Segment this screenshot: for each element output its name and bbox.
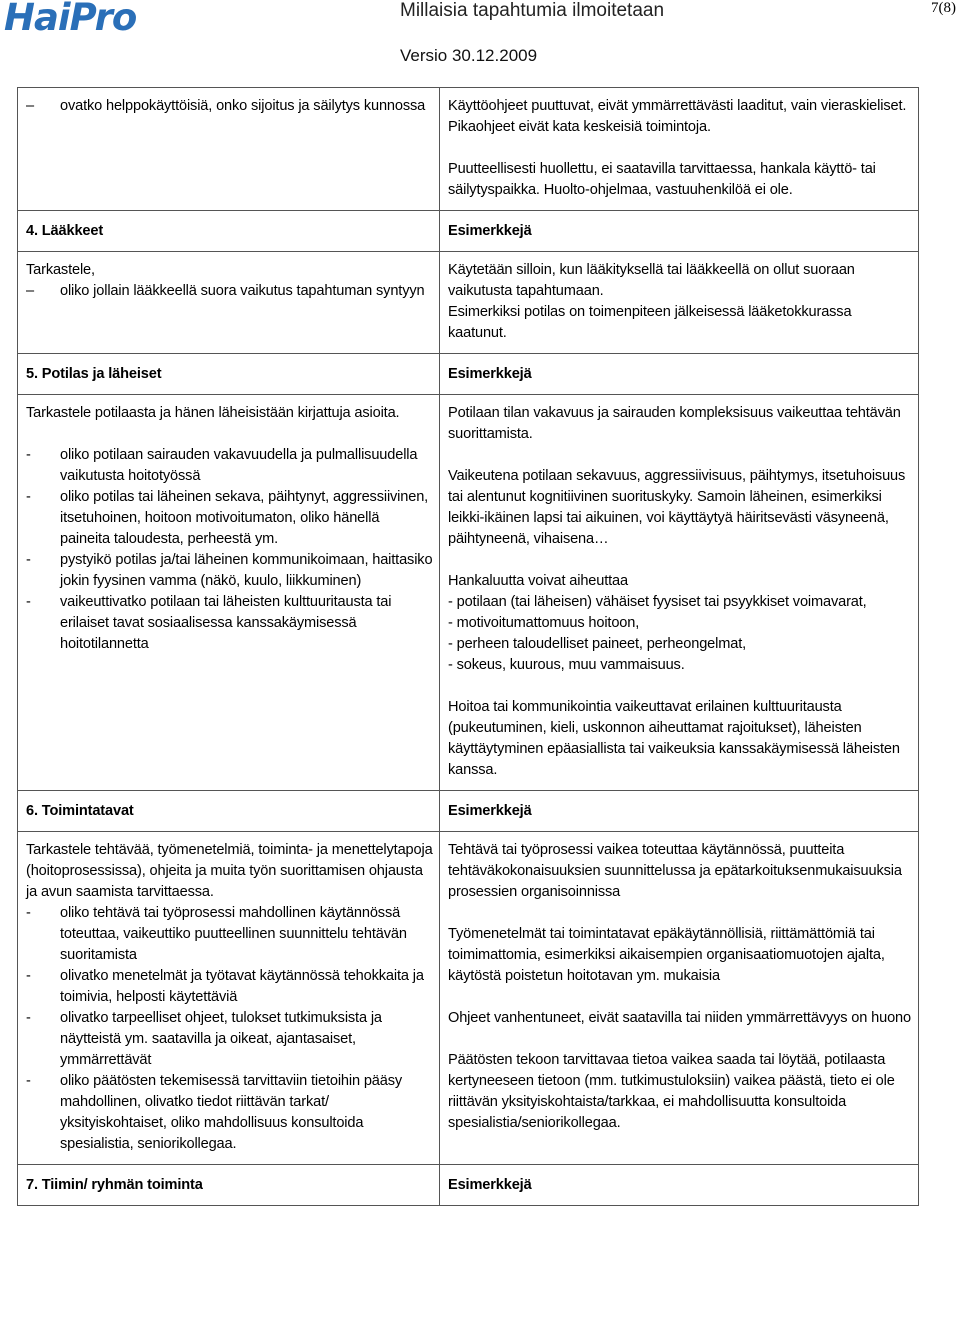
- example-paragraph-title: Hankaluutta voivat aiheuttaa: [448, 573, 628, 589]
- example-paragraph: Käytetään silloin, kun lääkityksellä tai lääkkeellä on ollut suoraan vaikutusta tapahtumaan.: [448, 262, 855, 299]
- page-number: 7(8): [931, 0, 956, 16]
- list-item: - oliko tehtävä tai työprosessi mahdollinen käytännössä toteuttaa, vaikeuttiko puutteellinen suunnittelu tehtävän suoritamista: [26, 905, 407, 963]
- examples-heading: Esimerkkejä: [440, 354, 919, 395]
- section-intro: Tarkastele potilaasta ja hänen läheisistään kirjattuja asioita.: [26, 405, 400, 421]
- list-item: - oliko potilaan sairauden vakavuudella ja pulmallisuudella vaikutusta hoitotyössä: [26, 447, 418, 484]
- example-paragraph: Työmenetelmät tai toimintatavat epäkäytännöllisiä, riittämättömiä tai toimimattomia, esimerkiksi aikaisempien organisaatiomuotojen ajalta, käytöstä poistetun hoitotavan ym. mukaisia: [448, 926, 885, 984]
- section-heading: 5. Potilas ja läheiset: [18, 354, 440, 395]
- section-5-row: [18, 395, 919, 791]
- example-line: - motivoitumattomuus hoitoon,: [448, 615, 640, 631]
- section-5-header: [18, 354, 919, 395]
- examples-heading: Esimerkkejä: [440, 791, 919, 832]
- list-item: - olivatko menetelmät ja työtavat käytännössä tehokkaita ja toimivia, helposti käytettäviä: [26, 968, 424, 1005]
- example-paragraph: Potilaan tilan vakavuus ja sairauden kompleksisuus vaikeuttaa tehtävän suorittamista.: [448, 405, 901, 442]
- section-6-header: [18, 791, 919, 832]
- document-title: Millaisia tapahtumia ilmoitetaan: [400, 0, 665, 21]
- page-header: [0, 0, 960, 76]
- section-4-header: [18, 211, 919, 252]
- example-paragraph: Esimerkiksi potilas on toimenpiteen jälkeisessä lääketokkurassa kaatunut.: [448, 304, 852, 341]
- section-6-left: [18, 832, 440, 1165]
- haipro-logo: HaiPro: [4, 0, 137, 39]
- list-item: – oliko jollain lääkkeellä suora vaikutus tapahtuman syntyyn: [26, 283, 425, 299]
- example-paragraph: Hoitoa tai kommunikointia vaikeuttavat erilainen kulttuuritausta (pukeutuminen, kieli, uskonnon aiheuttamat rajoitukset), läheisten käyttäytyminen epäasiallista tai vaikeuksia kanssakäymisessä läheisten kanssa.: [448, 699, 900, 778]
- section-4-right: [440, 252, 919, 354]
- section-intro: Tarkastele tehtävää, työmenetelmiä, toiminta- ja menettelytapoja (hoitoprosessissa), ohjeita ja muita työn suorittamisen ohjausta ja avun saamista tarvittaessa.: [26, 842, 433, 900]
- list-item: - oliko päätösten tekemisessä tarvittaviin tietoihin pääsy mahdollinen, olivatko tiedot riittävän tarkat/ yksityiskohtaiset, oliko mahdollisuus konsultoida spesialistia, seniorikollegaa.: [26, 1073, 403, 1152]
- section-heading: 4. Lääkkeet: [18, 211, 440, 252]
- example-paragraph: Tehtävä tai työprosessi vaikea toteuttaa käytännössä, puutteita tehtäväkokonaisuuksien suunnittelussa ja epätarkoituksenmukaisuuksia prosessien organisoinnissa: [448, 842, 902, 900]
- examples-heading: Esimerkkejä: [440, 211, 919, 252]
- example-paragraph: Puutteellisesti huollettu, ei saatavilla tarvittaessa, hankala käyttö- tai säilytyspaikka. Huolto-ohjelmaa, vastuuhenkilöä ei ole.: [448, 161, 876, 198]
- section-3-right: [440, 88, 919, 211]
- example-line: - sokeus, kuurous, muu vammaisuus.: [448, 657, 685, 673]
- list-item: - olivatko tarpeelliset ohjeet, tulokset tutkimuksista ja näytteistä ym. saatavilla ja oikeat, ajantasaiset, ymmärrettävät: [26, 1010, 382, 1068]
- section-heading: 7. Tiimin/ ryhmän toiminta: [18, 1165, 440, 1206]
- section-5-right: [440, 395, 919, 791]
- section-3-left: [18, 88, 440, 211]
- list-item: – ovatko helppokäyttöisiä, onko sijoitus ja säilytys kunnossa: [26, 98, 426, 114]
- example-line: - perheen taloudelliset paineet, perheongelmat,: [448, 636, 747, 652]
- example-paragraph: Ohjeet vanhentuneet, eivät saatavilla tai niiden ymmärrettävyys on huono: [448, 1010, 911, 1026]
- section-heading: 6. Toimintatavat: [18, 791, 440, 832]
- section-6-row: [18, 832, 919, 1165]
- section-3-row: [18, 88, 919, 211]
- examples-heading: Esimerkkejä: [440, 1165, 919, 1206]
- list-item: - pystyikö potilas ja/tai läheinen kommunikoimaan, haittasiko jokin fyysinen vamma (näkö, kuulo, liikkuminen): [26, 552, 433, 589]
- list-item: - oliko potilas tai läheinen sekava, päihtynyt, aggressiivinen, itsetuhoinen, hoitoon motivoitumaton, oliko hänellä paineita taloudesta, perheestä ym.: [26, 489, 429, 547]
- section-7-header: [18, 1165, 919, 1206]
- section-6-right: [440, 832, 919, 1165]
- section-4-left: [18, 252, 440, 354]
- section-4-row: [18, 252, 919, 354]
- example-paragraph: Käyttöohjeet puuttuvat, eivät ymmärrettävästi laaditut, vain vieraskieliset. Pikaohjeet eivät kata keskeisiä toimintoja.: [448, 98, 907, 135]
- version-label: Versio 30.12.2009: [400, 46, 538, 65]
- list-item: - vaikeuttivatko potilaan tai läheisten kulttuuritausta tai erilaiset tavat sosiaalisessa kanssakäymisessä hoitotilannetta: [26, 594, 392, 652]
- example-line: - potilaan (tai läheisen) vähäiset fyysiset tai psyykkiset voimavarat,: [448, 594, 867, 610]
- checklist-table: [17, 87, 919, 1206]
- example-paragraph: Vaikeutena potilaan sekavuus, aggressiivisuus, päihtymys, itsetuhoisuus tai alentunut kognitiivinen suorituskyky. Samoin läheinen, esimerkiksi leikki-ikäinen lapsi tai aikuinen, voi käyttäytyä häiritsevästi väsyneenä, päihtyneenä, vihaisena…: [448, 468, 906, 547]
- example-paragraph: Päätösten tekoon tarvittavaa tietoa vaikea saada tai löytää, potilaasta kertyneeseen tietoon (mm. tutkimustuloksiin) vaikea päästä, tieto ei ole riittävän yksityiskohtaista/tarkkaa, ei mahdollisuutta konsultoida spesialistia/seniorikollegaa.: [448, 1052, 895, 1131]
- section-5-left: [18, 395, 440, 791]
- section-intro: Tarkastele,: [26, 262, 95, 278]
